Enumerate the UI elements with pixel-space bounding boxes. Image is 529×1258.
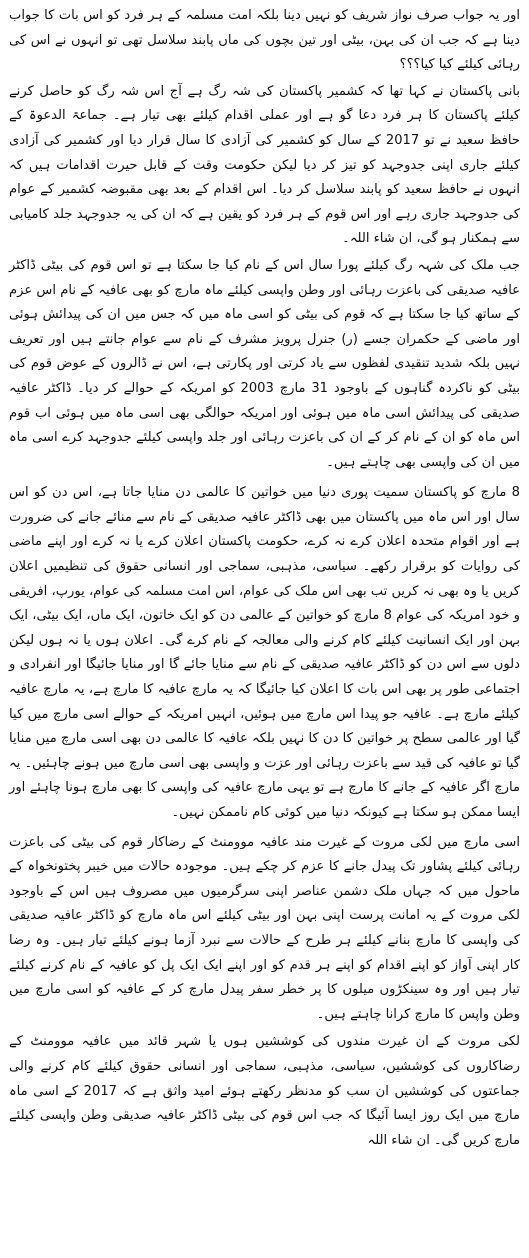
article-paragraph-6: لکی مروت کے ان غیرت مندوں کی کوششیں ہوں یا شہر قائد میں عافیہ موومنٹ کے رضاکاروں کی کوششیں، سیاسی، مذہبی، سماجی اور انسانی حقوق کیلئے کام کرنے والی جماعتوں کی کوششیں ان سب کو مدنظر رکھتے ہوئے امید واثق ہے کہ 2017 کے اسی ماہ مارچ میں ایک روز ایسا آئیگا کہ جب اس قوم کی بیٹی ڈاکٹر عافیہ صدیقی وطن واپسی کیلئے مارچ کریں گی۔ ان شاء اللہ [9,1034,520,1148]
article-paragraph-4: 8 مارچ کو پاکستان سمیت پوری دنیا میں خواتین کا عالمی دن منایا جاتا ہے، اس دن کو اس سال اور اس ماہ میں پاکستان میں بھی ڈاکٹر عافیہ صدیقی کے نام سے منائے جانے کی ضرورت ہے اور اقوام متحدہ اعلان کرے نہ کرے، حکومت پاکستان اعلان کرے یا نہ کرے اور اپنے ماضی کی روایات کو برقرار رکھے۔ سیاسی، مذہبی، سماجی اور انسانی حقوق کی تنظیمیں اعلان کریں یا وہ بھی نہ کریں تب بھی اس ملک کی عوام، اس امت مسلمہ کی عوام، یورپ، افریقی و خود امریکہ کی عوام 8 مارچ کو خواتین کے عالمی دن کو ایک خاتون، ایک ماں، ایک بیٹی، ایک بہن اور ایک انسانیت کیلئے کام کرنے والی معالجہ کے نام کرے گی۔ اعلان ہوں یا نہ ہوں لیکن دلوں سے اس دن کو ڈاکٹر عافیہ صدیقی کے نام سے منایا جائے گا اور منایا جائیگا اور انفرادی و اجتماعی طور پر بھی اس بات کا اعلان کیا جائیگا کہ یہ مارچ عافیہ کا مارچ ہے، یہ مارچ عافیہ کیلئے مارچ ہے۔ عافیہ جو پیدا اس مارچ میں ہوئیں، انہیں امریکہ کے حوالے اسی مارچ میں کیا گیا اور عالمی سطح پر خواتین کا دن کا نہیں بلکہ عافیہ کا عالمی دن بھی اسی مارچ میں منایا گیا تو عافیہ کی قید سے باعزت رہائی اور عزت و واپسی بھی اسی مارچ میں ہونے چاہئیں۔ یہ مارچ اگر عافیہ کے جانے کا مارچ ہے تو یہی مارچ عافیہ کی واپسی کا بھی مارچ ہونا چاہئے اور ایسا ممکن ہو سکتا ہے کیونکہ دنیا میں کوئی کام ناممکن نہیں۔ [9,485,521,820]
article-paragraph-2: بانی پاکستان نے کہا تھا کہ کشمیر پاکستان کی شہ رگ ہے آج اس شہ رگ کو حاصل کرنے کیلئے پاکستان کا ہر فرد دعا گو ہے اور عملی اقدام کیلئے بھی تیار ہے۔ جماعۃ الدعوۃ کے حافظ سعید نے تو 2017 کے سال کو کشمیر کی آزادی کا سال قرار دیا اور کشمیر کی آزادی کیلئے جاری اپنی جدوجہد کو تیز کر دیا لیکن حکومت وقت کے قابل حیرت اقدامات ہیں کہ انہوں نے حافظ سعید کو پابند سلاسل کر دیا۔ اس اقدام کے بعد بھی مقبوضہ کشمیر کے عوام کی جدوجہد جاری رہے اور اس قوم کے ہر فرد کو یقین ہے کہ ان کی یہ جدوجہد جلد کامیابی سے ہمکنار ہو گی، ان شاء اللہ۔ [9,83,520,247]
article-paragraph-3: جب ملک کی شہہ رگ کیلئے پورا سال اس کے نام کیا جا سکتا ہے تو اس قوم کی بیٹی ڈاکٹر عافیہ صدیقی کی باعزت رہائی اور وطن واپسی کیلئے ماہ مارچ کو بھی عافیہ کے نام اس عزم کے ساتھ کیا جا سکتا ہے کہ قوم کی بیٹی کو اسی ماہ میں کہ جس میں ان کی پیدائش ہوئی اور ماضی کے حکمران جسے (ر) جنرل پرویز مشرف کے نام سے عوام جانتے ہیں اور تعریف نہیں بلکہ شدید تنقیدی لفظوں سے یاد کرتی اور پکارتی ہے، اس نے ڈالروں کے عوض قوم کی بیٹی کو ناکردہ گناہوں کے باوجود 31 مارچ 2003 کو امریکہ کے حوالے کر دیا۔ ڈاکٹر عافیہ صدیقی کی پیدائش اسی ماہ میں ہوئی اور امریکہ حوالگی بھی اسی ماہ میں ہوئی اب قوم اس ماہ کو ان کے نام کر کے ان کی باعزت رہائی اور جلد واپسی کیلئے جدوجہد کرے اسی ماہ میں ان کی واپسی بھی چاہتے ہیں۔ [9,257,520,470]
article-paragraph-5: اسی مارچ میں لکی مروت کے غیرت مند عافیہ موومنٹ کے رضاکار قوم کی بیٹی کی باعزت رہائی کیلئے پشاور تک پیدل جانے کا عزم کر چکے ہیں۔ موجودہ حالات میں خیبر پختونخواہ کے ماحول میں کہ جہاں ملک دشمن عناصر اپنی سرگرمیوں میں مصروف ہیں اس کے باوجود لکی مروت کے یہ امانت پرست اپنی بہن اور بیٹی کیلئے اس ماہ مارچ کو ڈاکٹر عافیہ صدیقی کی واپسی کا مارچ بنانے کیلئے ہر طرح کے حالات سے نبرد آزما ہونے کیلئے تیار ہیں۔ وہ رضا کار اپنی آواز کو اپنے اقدام کو اپنے ہر قدم کو اور اپنے ایک ایک پل کو عافیہ کے نام کرنے کیلئے تیار ہیں اور وہ سینکڑوں میلوں کا پر خطر سفر پیدل مارچ کر کے عافیہ کو اسی مارچ میں وطن واپس کا مارچ کرانا چاہتے ہیں۔ [9,834,520,1022]
article-paragraph-1: اور یہ جواب صرف نواز شریف کو نہیں دینا بلکہ امت مسلمہ کے ہر فرد کو اس بات کا جواب دینا ہے کہ جب ان کی بہن، بیٹی اور تین بچوں کی ماں پابند سلاسل تھی تو انہوں نے اس کی رہائی کیلئے کیا کیا؟؟؟ [9,8,520,73]
